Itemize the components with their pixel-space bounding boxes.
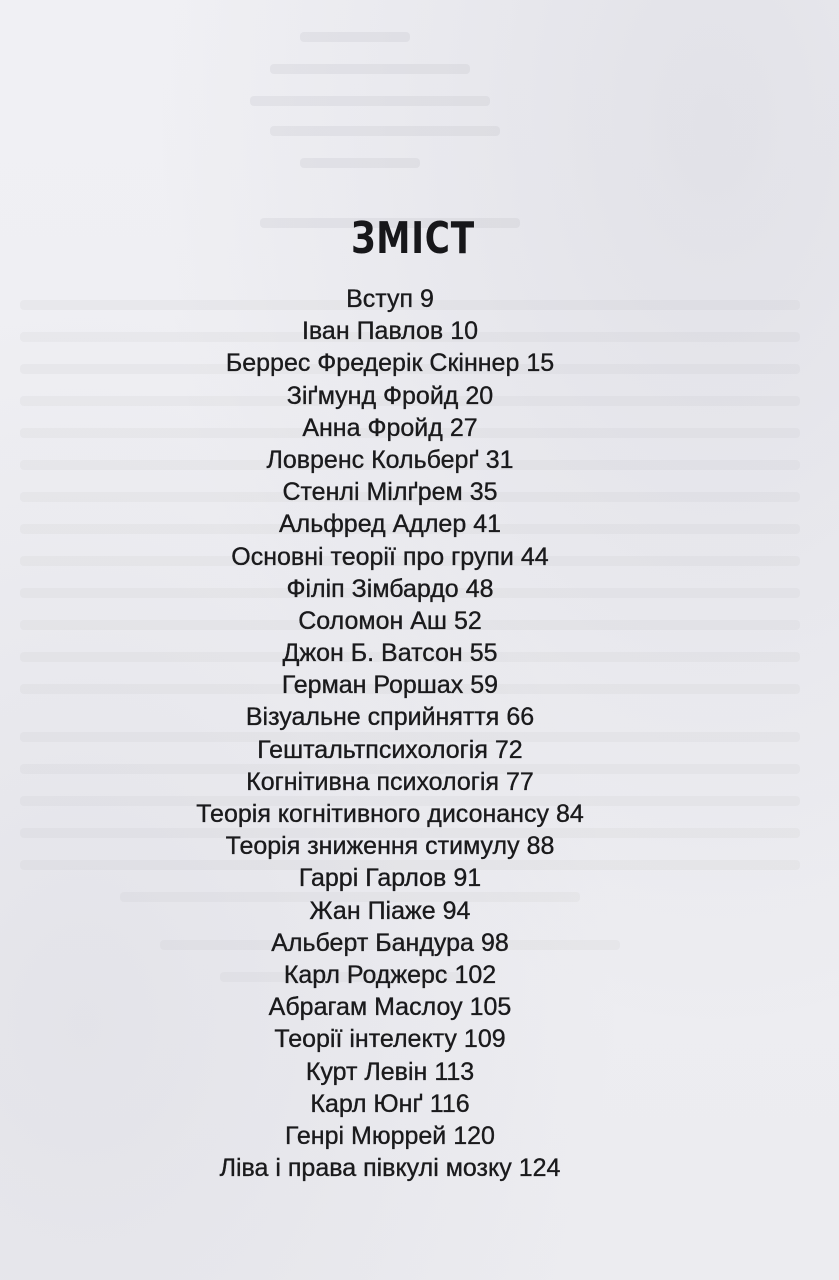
toc-entry-title: Візуальне сприйняття xyxy=(245,703,500,732)
toc-entry-title: Стенлі Мілґрем xyxy=(282,478,463,507)
toc-entry-page-number: 35 xyxy=(469,478,498,507)
toc-entry-page-number: 15 xyxy=(526,349,555,378)
toc-entry-title: Беррес Фредерік Скіннер xyxy=(225,349,520,378)
toc-entry-page-number: 88 xyxy=(526,832,555,861)
toc-entry-page-number: 116 xyxy=(429,1089,470,1118)
toc-entry xyxy=(0,991,780,1023)
toc-entry xyxy=(0,1120,780,1152)
toc-entry-title: Гаррі Гарлов xyxy=(298,864,447,893)
toc-entry xyxy=(0,798,780,830)
toc-entry xyxy=(0,380,780,412)
toc-entry-page-number: 124 xyxy=(518,1154,561,1183)
toc-entry-page-number: 77 xyxy=(506,767,534,796)
toc-entry-title: Теорії інтелекту xyxy=(274,1025,457,1054)
toc-entry-title: Ловренс Кольберґ xyxy=(266,445,479,474)
toc-entry-title: Герман Роршах xyxy=(281,671,464,700)
toc-entry xyxy=(0,1056,780,1088)
toc-entry xyxy=(0,605,780,637)
toc-entry-page-number: 120 xyxy=(453,1121,495,1150)
toc-entry-title: Зіґмунд Фройд xyxy=(286,381,459,410)
toc-entry-title: Курт Левін xyxy=(305,1057,428,1086)
toc-entry-title: Жан Піаже xyxy=(309,896,436,925)
toc-entry-title: Гештальтпсихологія xyxy=(257,735,488,764)
toc-entry-page-number: 41 xyxy=(473,510,502,539)
toc-entry-page-number: 44 xyxy=(520,542,549,571)
toc-entry xyxy=(0,734,780,766)
toc-entry-title: Основні теорії про групи xyxy=(231,542,514,571)
toc-entry xyxy=(0,927,780,959)
toc-entry xyxy=(0,573,780,605)
toc-entry xyxy=(0,637,780,669)
toc-entry-page-number: 20 xyxy=(465,381,494,410)
toc-entry xyxy=(0,476,780,508)
toc-entry-page-number: 48 xyxy=(465,574,494,603)
toc-entry-title: Філіп Зімбардо xyxy=(286,574,459,603)
toc-entry xyxy=(0,862,780,894)
toc-entry-page-number: 55 xyxy=(469,639,498,668)
toc-entry-page-number: 105 xyxy=(469,993,512,1022)
toc-entry xyxy=(0,315,780,347)
toc-entry-title: Теорія зниження стимулу xyxy=(225,832,520,861)
toc-entry xyxy=(0,766,780,798)
table-of-contents xyxy=(0,283,780,1184)
toc-entry-title: Вступ xyxy=(346,285,414,313)
toc-entry-title: Карл Роджерс xyxy=(283,960,448,989)
toc-entry-page-number: 102 xyxy=(454,960,497,989)
toc-entry-title: Анна Фройд xyxy=(302,413,443,442)
toc-entry-page-number: 98 xyxy=(480,928,509,957)
toc-entry-title: Когнітивна психологія xyxy=(246,767,500,796)
toc-entry-page-number: 72 xyxy=(494,735,523,764)
toc-entry-page-number: 113 xyxy=(434,1057,475,1086)
toc-entry-title: Іван Павлов xyxy=(301,317,444,346)
toc-entry xyxy=(0,1088,780,1120)
toc-entry-page-number: 31 xyxy=(485,445,514,474)
toc-entry xyxy=(0,541,780,573)
toc-entry-title: Джон Б. Ватсон xyxy=(282,639,463,668)
toc-entry-title: Соломон Аш xyxy=(298,606,447,635)
toc-entry xyxy=(0,669,780,701)
toc-entry-page-number: 109 xyxy=(463,1025,506,1054)
toc-entry-page-number: 66 xyxy=(506,703,535,732)
toc-entry-title: Абрагам Маслоу xyxy=(268,993,463,1022)
toc-entry-page-number: 10 xyxy=(450,317,479,346)
toc-entry xyxy=(0,959,780,991)
toc-entry-page-number: 84 xyxy=(555,800,584,828)
toc-entry-page-number: 27 xyxy=(449,413,478,442)
toc-entry-page-number: 59 xyxy=(470,671,499,700)
toc-entry-page-number: 94 xyxy=(442,896,471,925)
toc-entry xyxy=(0,283,780,315)
toc-entry xyxy=(0,895,780,927)
toc-entry-page-number: 9 xyxy=(420,285,434,313)
toc-entry-page-number: 91 xyxy=(453,864,482,893)
toc-entry-page-number: 52 xyxy=(453,606,482,635)
toc-entry-title: Альфред Адлер xyxy=(278,510,467,539)
page-title: ЗМІСТ xyxy=(351,213,475,265)
toc-entry-title: Карл Юнґ xyxy=(310,1089,423,1118)
toc-entry-title: Теорія когнітивного дисонансу xyxy=(196,800,549,828)
toc-entry xyxy=(0,412,780,444)
toc-entry xyxy=(0,1152,780,1184)
toc-entry xyxy=(0,508,780,540)
toc-entry xyxy=(0,347,780,379)
toc-entry-title: Альберт Бандура xyxy=(271,928,474,957)
toc-entry xyxy=(0,1023,780,1055)
toc-entry xyxy=(0,444,780,476)
toc-entry-title: Ліва і права півкулі мозку xyxy=(219,1154,512,1183)
toc-entry xyxy=(0,830,780,862)
toc-entry-title: Генрі Мюррей xyxy=(285,1121,447,1150)
toc-entry xyxy=(0,701,780,733)
